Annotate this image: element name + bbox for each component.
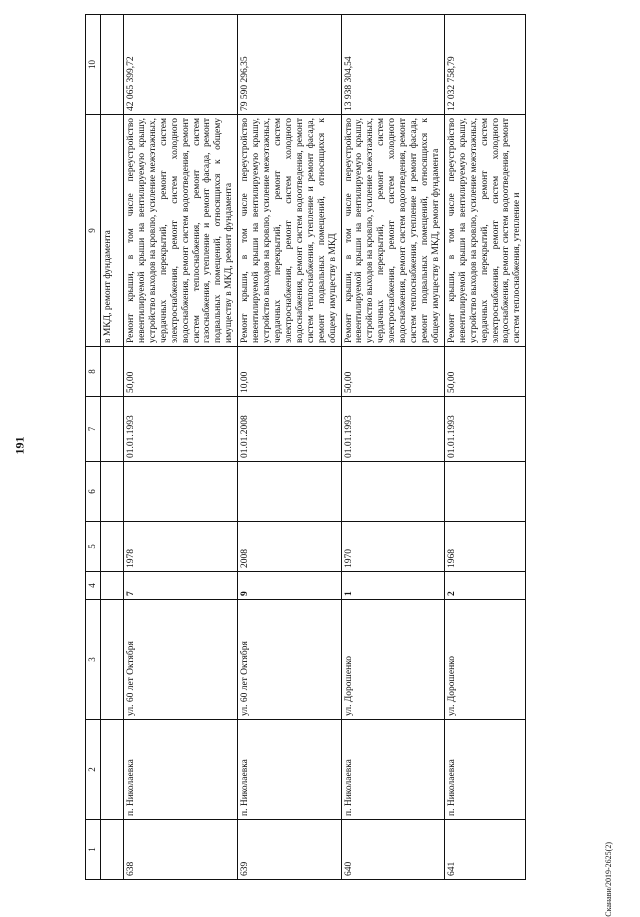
settlement: п. Николаевка [444,720,525,820]
year-built: 1978 [124,522,238,572]
table-row [124,15,238,880]
settlement: п. Николаевка [124,720,238,820]
row-number: 640 [341,820,444,880]
column-header: 6 [86,462,101,522]
house-number: 9 [238,572,341,600]
column-header: 4 [86,572,101,600]
settlement: п. Николаевка [341,720,444,820]
date: 01.01.1993 [444,397,525,462]
column-header: 9 [86,115,101,347]
column-header: 10 [86,15,101,115]
amount: 42 065 399,72 [124,15,238,115]
column-header: 2 [86,720,101,820]
continuation-row [101,15,124,880]
works-description: Ремонт крыши, в том числе переустройство невентилируемой крыши на вентилируемую крышу, устройство выходов на кровлю, усиление межэтажных, чердачных перекрытий, ремонт систем электроснабжения, ремонт систем холодного водоснабжения, ремонт систем водоотведения, ремонт систем теплоснабжения, утепление и [444,115,525,347]
street: ул. Дорошенко [341,600,444,720]
column-header: 8 [86,347,101,397]
wear-value: 10,00 [238,347,341,397]
column-6-cell [341,462,444,522]
repair-program-table [85,14,526,880]
house-number: 2 [444,572,525,600]
table-row [238,15,341,880]
settlement: п. Николаевка [238,720,341,820]
document-code: Сканави/2019-2625(2) [604,842,613,917]
rotated-table-container [85,15,610,880]
amount: 12 032 758,79 [444,15,525,115]
table-row [341,15,444,880]
date: 01.01.1993 [124,397,238,462]
wear-value: 50,00 [341,347,444,397]
year-built: 2008 [238,522,341,572]
street: ул. 60 лет Октября [124,600,238,720]
column-6-cell [444,462,525,522]
table-cell [101,720,124,820]
row-number: 639 [238,820,341,880]
house-number: 1 [341,572,444,600]
column-header: 3 [86,600,101,720]
column-number-row [86,15,101,880]
works-description: Ремонт крыши, в том числе переустройство невентилируемой крыши на вентилируемую крышу, устройство выходов на кровлю, усиление межэтажных, чердачных перекрытий, ремонт систем электроснабжения, ремонт систем холодного водоснабжения, ремонт систем водоотведения, ремонт систем теплоснабжения, утепление и ремонт фасада, ремонт подвальных помещений, относящихся к общему имуществу в МКД [238,115,341,347]
row-number: 641 [444,820,525,880]
table-cell [101,462,124,522]
street: ул. 60 лет Октября [238,600,341,720]
table-cell [101,347,124,397]
table-cell [101,820,124,880]
year-built: 1968 [444,522,525,572]
column-header: 7 [86,397,101,462]
column-6-cell [238,462,341,522]
column-6-cell [124,462,238,522]
house-number: 7 [124,572,238,600]
wear-value: 50,00 [444,347,525,397]
table-cell [101,397,124,462]
date: 01.01.2008 [238,397,341,462]
page-number: 191 [12,436,27,455]
continuation-text: в МКД, ремонт фундамента [101,115,124,347]
amount: 79 590 296,35 [238,15,341,115]
year-built: 1970 [341,522,444,572]
table-cell [101,15,124,115]
wear-value: 50,00 [124,347,238,397]
street: ул. Дорошенко [444,600,525,720]
column-header: 1 [86,820,101,880]
table-row [444,15,525,880]
date: 01.01.1993 [341,397,444,462]
column-header: 5 [86,522,101,572]
table-cell [101,572,124,600]
amount: 13 938 304,54 [341,15,444,115]
table-cell [101,522,124,572]
table-cell [101,600,124,720]
works-description: Ремонт крыши, в том числе переустройство невентилируемой крыши на вентилируемую крышу, устройство выходов на кровлю, усиление межэтажных, чердачных перекрытий, ремонт систем электроснабжения, ремонт систем холодного водоснабжения, ремонт систем водоотведения, ремонт систем теплоснабжения, ремонт систем газоснабжения, утепление и ремонт фасада, ремонт подвальных помещений, относящихся к общему имуществу в МКД, ремонт фундамента [124,115,238,347]
works-description: Ремонт крыши, в том числе переустройство невентилируемой крыши на вентилируемую крышу, устройство выходов на кровлю, усиление межэтажных, чердачных перекрытий, ремонт систем электроснабжения, ремонт систем холодного водоснабжения, ремонт систем водоотведения, ремонт систем теплоснабжения, утепление и ремонт фасада, ремонт подвальных помещений, относящихся к общему имуществу в МКД, ремонт фундамента [341,115,444,347]
row-number: 638 [124,820,238,880]
